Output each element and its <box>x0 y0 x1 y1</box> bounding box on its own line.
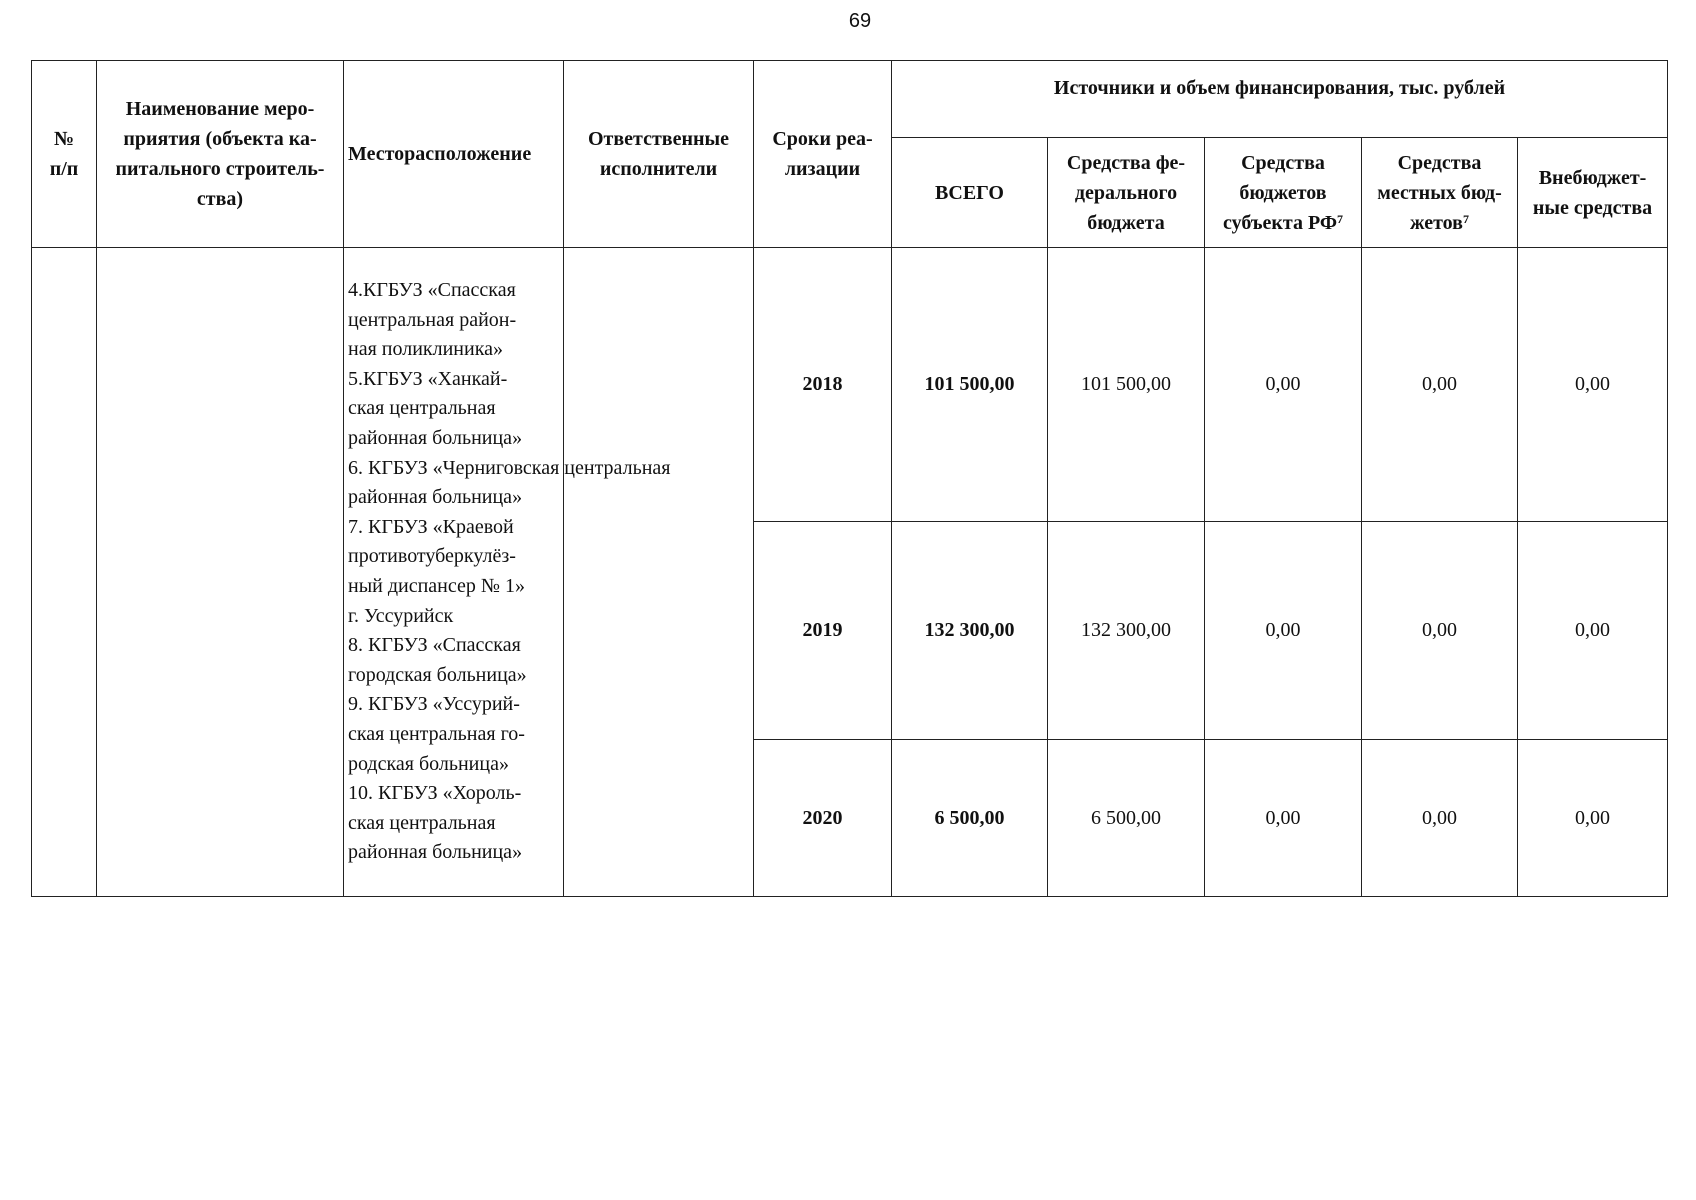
header-local: Средства местных бюд- жетов$^7$ <box>1362 138 1518 248</box>
cell-local: 0,00 <box>1362 248 1518 522</box>
header-num: № п/п <box>32 61 97 248</box>
location-line: 5.КГБУЗ «Ханкай- <box>348 367 508 390</box>
header-name: Наименование меро- приятия (объекта ка- питального строитель- ства) <box>97 61 344 248</box>
table-row <box>32 248 1668 522</box>
cell-year: 2020 <box>754 740 892 897</box>
cell-extra: 0,00 <box>1518 740 1668 897</box>
location-line: городская больница» <box>348 663 527 686</box>
location-line: г. Уссурийск <box>348 604 454 627</box>
location-line: ская центральная го- <box>348 722 525 745</box>
footnote-ref: 7 <box>1462 211 1469 226</box>
cell-regional: 0,00 <box>1205 522 1362 740</box>
cell-total: 6 500,00 <box>892 740 1048 897</box>
location-line: ская центральная <box>348 811 496 834</box>
footnote-ref: 7 <box>1337 211 1344 226</box>
cell-local: 0,00 <box>1362 740 1518 897</box>
cell-federal: 6 500,00 <box>1048 740 1205 897</box>
cell-regional: 0,00 <box>1205 248 1362 522</box>
cell-location <box>344 248 671 897</box>
cell-name <box>97 248 344 897</box>
cell-total: 132 300,00 <box>892 522 1048 740</box>
location-line: 8. КГБУЗ «Спасская <box>348 634 521 657</box>
cell-responsible <box>564 248 754 897</box>
location-line: центральная район- <box>348 308 517 331</box>
cell-year: 2019 <box>754 522 892 740</box>
location-line: 7. КГБУЗ «Краевой <box>348 515 514 538</box>
location-line: 6. КГБУЗ «Черниговская центральная <box>348 456 671 479</box>
cell-total: 101 500,00 <box>892 248 1048 522</box>
header-federal: Средства фе- дерального бюджета <box>1048 138 1205 248</box>
page-number: 69 <box>848 10 872 32</box>
header-terms: Сроки реа- лизации <box>754 61 892 248</box>
cell-regional: 0,00 <box>1205 740 1362 897</box>
header-total: ВСЕГО <box>892 138 1048 248</box>
location-line: противотуберкулёз- <box>348 545 516 568</box>
funding-table <box>31 60 1668 897</box>
cell-federal: 101 500,00 <box>1048 248 1205 522</box>
location-line: районная больница» <box>348 486 523 509</box>
header-financing-group: Источники и объем финансирования, тыс. рублей <box>892 61 1668 138</box>
location-line: родская больница» <box>348 752 509 775</box>
location-line: ская центральная <box>348 397 496 420</box>
location-line: районная больница» <box>348 841 523 864</box>
cell-local: 0,00 <box>1362 522 1518 740</box>
cell-year: 2018 <box>754 248 892 522</box>
location-line: ная поликлиника» <box>348 338 503 361</box>
header-location: Месторасположение <box>344 61 564 248</box>
location-line: 4.КГБУЗ «Спасская <box>348 279 516 302</box>
location-line: ный диспансер № 1» <box>348 575 525 597</box>
header-extra: Внебюджет- ные средства <box>1518 138 1668 248</box>
cell-num <box>32 248 97 897</box>
location-line: 9. КГБУЗ «Уссурий- <box>348 693 520 716</box>
cell-federal: 132 300,00 <box>1048 522 1205 740</box>
header-regional: Средства бюджетов субъекта $РФ^7$ <box>1205 138 1362 248</box>
location-line: районная больница» <box>348 427 523 450</box>
cell-extra: 0,00 <box>1518 522 1668 740</box>
cell-extra: 0,00 <box>1518 248 1668 522</box>
header-responsible: Ответственные исполнители <box>564 61 754 248</box>
location-line: 10. КГБУЗ «Хороль- <box>348 782 522 805</box>
